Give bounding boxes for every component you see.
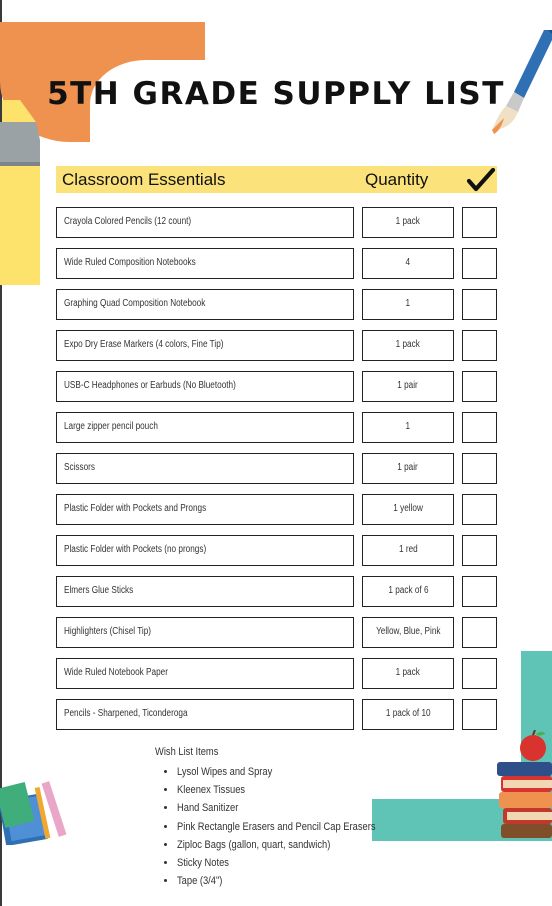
quantity-column-header: Quantity [365, 170, 429, 189]
list-item: • Lysol Wipes and Spray [177, 763, 411, 781]
item-quantity: 1 pack of 10 [385, 708, 431, 719]
item-name: Highlighters (Chisel Tip) [64, 626, 152, 637]
checkbox[interactable] [462, 330, 497, 361]
table-row [56, 699, 498, 740]
quantity-cell [362, 289, 454, 320]
table-row [56, 494, 498, 535]
item-name: Expo Dry Erase Markers (4 colors, Fine Tip) [64, 339, 224, 350]
item-quantity: 1 [405, 421, 411, 432]
list-item: • Hand Sanitizer [177, 799, 411, 817]
item-name: Scissors [64, 462, 95, 473]
item-cell [56, 371, 354, 402]
highlighter-icon [0, 100, 46, 285]
books-apple-icon [497, 730, 552, 840]
table-row [56, 248, 498, 289]
table-row [56, 576, 498, 617]
table-row [56, 412, 498, 453]
table-row [56, 289, 498, 330]
quantity-cell [362, 330, 454, 361]
checkbox[interactable] [462, 576, 497, 607]
item-quantity: 1 pack [395, 216, 421, 227]
list-item: • Sticky Notes [177, 854, 411, 872]
quantity-cell [362, 699, 454, 730]
quantity-cell [362, 658, 454, 689]
item-cell [56, 535, 354, 566]
quantity-cell [362, 207, 454, 238]
list-item: • Ziploc Bags (gallon, quart, sandwich) [177, 836, 411, 854]
item-quantity: 1 pack [395, 667, 421, 678]
item-cell [56, 248, 354, 279]
checkbox[interactable] [462, 248, 497, 279]
wish-list-items [155, 763, 411, 890]
item-name: Large zipper pencil pouch [64, 421, 158, 432]
item-name: Elmers Glue Sticks [64, 585, 134, 596]
checkbox[interactable] [462, 371, 497, 402]
item-name: Plastic Folder with Pockets (no prongs) [64, 544, 207, 555]
quantity-cell [362, 248, 454, 279]
item-quantity: 1 [405, 298, 411, 309]
item-quantity: 1 pack of 6 [387, 585, 429, 596]
checkmark-icon [466, 168, 496, 192]
item-quantity: 1 pack [395, 339, 421, 350]
table-row [56, 658, 498, 699]
item-cell [56, 289, 354, 320]
item-name: Crayola Colored Pencils (12 count) [64, 216, 192, 227]
item-name: Plastic Folder with Pockets and Prongs [64, 503, 207, 514]
quantity-cell [362, 412, 454, 443]
item-cell [56, 699, 354, 730]
checkbox[interactable] [462, 494, 497, 525]
checkbox[interactable] [462, 289, 497, 320]
pencils-ruler-icon [0, 775, 80, 845]
table-row [56, 330, 498, 371]
supply-table [56, 207, 498, 740]
item-cell [56, 576, 354, 607]
wish-list [155, 744, 411, 890]
item-name: Graphing Quad Composition Notebook [64, 298, 206, 309]
table-row [56, 617, 498, 658]
item-quantity: 4 [405, 257, 411, 268]
item-quantity: Yellow, Blue, Pink [375, 626, 441, 637]
quantity-cell [362, 535, 454, 566]
quantity-cell [362, 453, 454, 484]
item-cell [56, 617, 354, 648]
table-row [56, 371, 498, 412]
item-cell [56, 658, 354, 689]
checkbox[interactable] [462, 412, 497, 443]
item-cell [56, 330, 354, 361]
table-row [56, 207, 498, 248]
quantity-cell [362, 371, 454, 402]
item-name: Wide Ruled Composition Notebooks [64, 257, 196, 268]
checkbox[interactable] [462, 453, 497, 484]
item-quantity: 1 yellow [393, 503, 423, 514]
checkbox[interactable] [462, 207, 497, 238]
item-cell [56, 207, 354, 238]
wish-list-title: Wish List Items [155, 746, 219, 758]
list-item: • Tape (3/4") [177, 872, 411, 890]
quantity-cell [362, 576, 454, 607]
item-name: Pencils - Sharpened, Ticonderoga [64, 708, 188, 719]
item-cell [56, 412, 354, 443]
item-cell [56, 494, 354, 525]
quantity-cell [362, 494, 454, 525]
item-quantity: 1 pair [397, 462, 419, 473]
checkbox[interactable] [462, 699, 497, 730]
list-item: • Kleenex Tissues [177, 781, 411, 799]
item-name: USB-C Headphones or Earbuds (No Bluetooth) [64, 380, 236, 391]
checkbox[interactable] [462, 658, 497, 689]
table-row [56, 453, 498, 494]
page-title: 5TH GRADE SUPPLY LIST [47, 76, 505, 112]
item-quantity: 1 pair [397, 380, 419, 391]
quantity-cell [362, 617, 454, 648]
checkbox[interactable] [462, 617, 497, 648]
item-quantity: 1 red [398, 544, 418, 555]
item-name: Wide Ruled Notebook Paper [64, 667, 168, 678]
item-cell [56, 453, 354, 484]
items-column-header: Classroom Essentials [62, 170, 226, 189]
table-row [56, 535, 498, 576]
list-item: • Pink Rectangle Erasers and Pencil Cap Erasers [177, 818, 411, 836]
checkbox[interactable] [462, 535, 497, 566]
